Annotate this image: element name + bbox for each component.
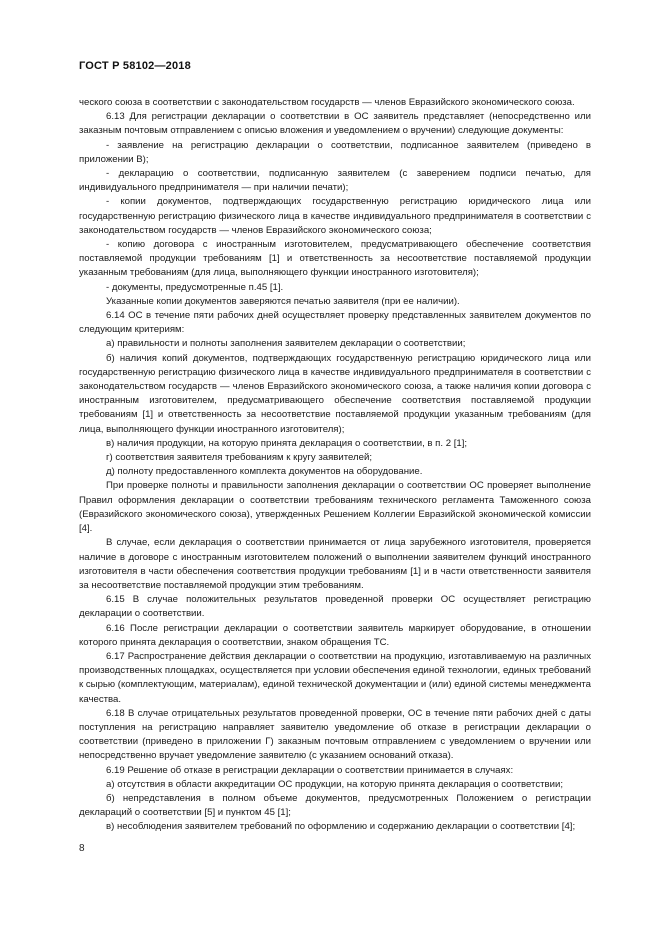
paragraph: - копии документов, подтверждающих государственную регистрацию юридического лица или государственную регистрацию физического лица в качестве индивидуального предпринимателя в соответствии с законодательством государств — членов Евразийского экономического союза; bbox=[79, 196, 591, 236]
paragraph: в) наличия продукции, на которую принята декларация о соответствии, в п. 2 [1]; bbox=[106, 437, 468, 449]
paragraph: а) правильности и полноты заполнения заявителем декларации о соответствии; bbox=[106, 338, 466, 350]
paragraph: 6.15 В случае положительных результатов проведенной проверки ОС осуществляет регистрацию декларации о соответствии. bbox=[79, 594, 591, 620]
paragraph: в) несоблюдения заявителем требований по оформлению и содержанию декларации о соответствии [4]; bbox=[106, 821, 576, 833]
document-body bbox=[79, 96, 591, 835]
paragraph: г) соответствия заявителя требованиям к кругу заявителей; bbox=[106, 452, 372, 464]
paragraph: - копию договора с иностранным изготовителем, предусматривающего обеспечение соответствия поставляемой продукции требованиям [1] и ответственность за несоответствие поставляемой продукции указанным требованиям (для лица, выполняющего функции иностранного изготовителя); bbox=[79, 239, 591, 279]
paragraph: 6.14 ОС в течение пяти рабочих дней осуществляет проверку представленных заявителем документов по следующим критериям: bbox=[79, 310, 591, 336]
paragraph: д) полноту предоставленного комплекта документов на оборудование. bbox=[106, 466, 423, 478]
paragraph: ческого союза в соответствии с законодательством государств — членов Евразийского экономического союза. bbox=[79, 97, 575, 108]
paragraph: 6.16 После регистрации декларации о соответствии заявитель маркирует оборудование, в отношении которого принята декларация о соответствии, знаком обращения ТС. bbox=[79, 622, 591, 648]
paragraph: б) непредставления в полном объеме документов, предусмотренных Положением о регистрации деклараций о соответствии [5] и пунктом 45 [1]; bbox=[79, 792, 591, 819]
paragraph: 6.19 Решение об отказе в регистрации декларации о соответствии принимается в случаях: bbox=[106, 764, 514, 776]
paragraph: При проверке полноты и правильности заполнения декларации о соответствии ОС проверяет выполнение Правил оформления декларации о соответствии требованиям технического регламента Таможенного союза (Евразийского экономического союза), утвержденных Решением Коллегии Евразийской экономической комиссии [4]. bbox=[79, 480, 591, 535]
document-code-header: ГОСТ Р 58102—2018 bbox=[79, 60, 191, 72]
paragraph: а) отсутствия в области аккредитации ОС продукции, на которую принята декларация о соответствии; bbox=[106, 778, 563, 790]
page-number: 8 bbox=[79, 843, 85, 854]
paragraph: Указанные копии документов заверяются печатью заявителя (при ее наличии). bbox=[106, 295, 460, 307]
paragraph: - декларацию о соответствии, подписанную заявителем (с заверением подписи печатью, для индивидуального предпринимателя — при наличии печати); bbox=[79, 168, 591, 194]
paragraph: В случае, если декларация о соответствии принимается от лица зарубежного изготовителя, проверяется наличие в договоре с иностранным изготовителем положений о выполнении заявителем функций иностранного изготовителя в части обеспечения соответствия продукции требованиям [1] и в части ответственности заявителя за несоответствие поставляемой продукции этим требованиям. bbox=[79, 537, 591, 591]
paragraph: - документы, предусмотренные п.45 [1]. bbox=[106, 281, 284, 293]
paragraph: 6.13 Для регистрации декларации о соответствии в ОС заявитель представляет (непосредственно или заказным почтовым отправлением с описью вложения и уведомлением о вручении) следующие документы: bbox=[79, 111, 591, 137]
paragraph: 6.18 В случае отрицательных результатов проведенной проверки, ОС в течение пяти рабочих дней с даты поступления на регистрацию направляет заявителю уведомление об отказе в регистрации декларации о соответствии (приведено в приложении Г) заказным почтовым отправлением с уведомлением о вручении или непосредственно вручает уведомление заявителю (с указанием оснований отказа). bbox=[79, 707, 591, 762]
paragraph: б) наличия копий документов, подтверждающих государственную регистрацию юридического лица или государственную регистрацию физического лица в качестве индивидуального предпринимателя в соответствии с законодательством государств — членов Евразийского экономического союза, а также наличия копии договора с иностранным изготовителем, предусматривающего обеспечение соответствия поставляемой продукции требованиям [1] и ответственность за несоответствие поставляемой продукции указанным требованиям (для лица, выполняющего функции иностранного изготовителя); bbox=[79, 352, 591, 435]
paragraph: - заявление на регистрацию декларации о соответствии, подписанное заявителем (приведено в приложении В); bbox=[79, 139, 591, 165]
paragraph: 6.17 Распространение действия декларации о соответствии на продукцию, изготавливаемую на различных производственных площадках, осуществляется при условии обеспечения единой технологии, единых требований к сырью (комплектующим, материалам), единой технической документации и (или) единой системы менеджмента качества. bbox=[79, 650, 591, 705]
